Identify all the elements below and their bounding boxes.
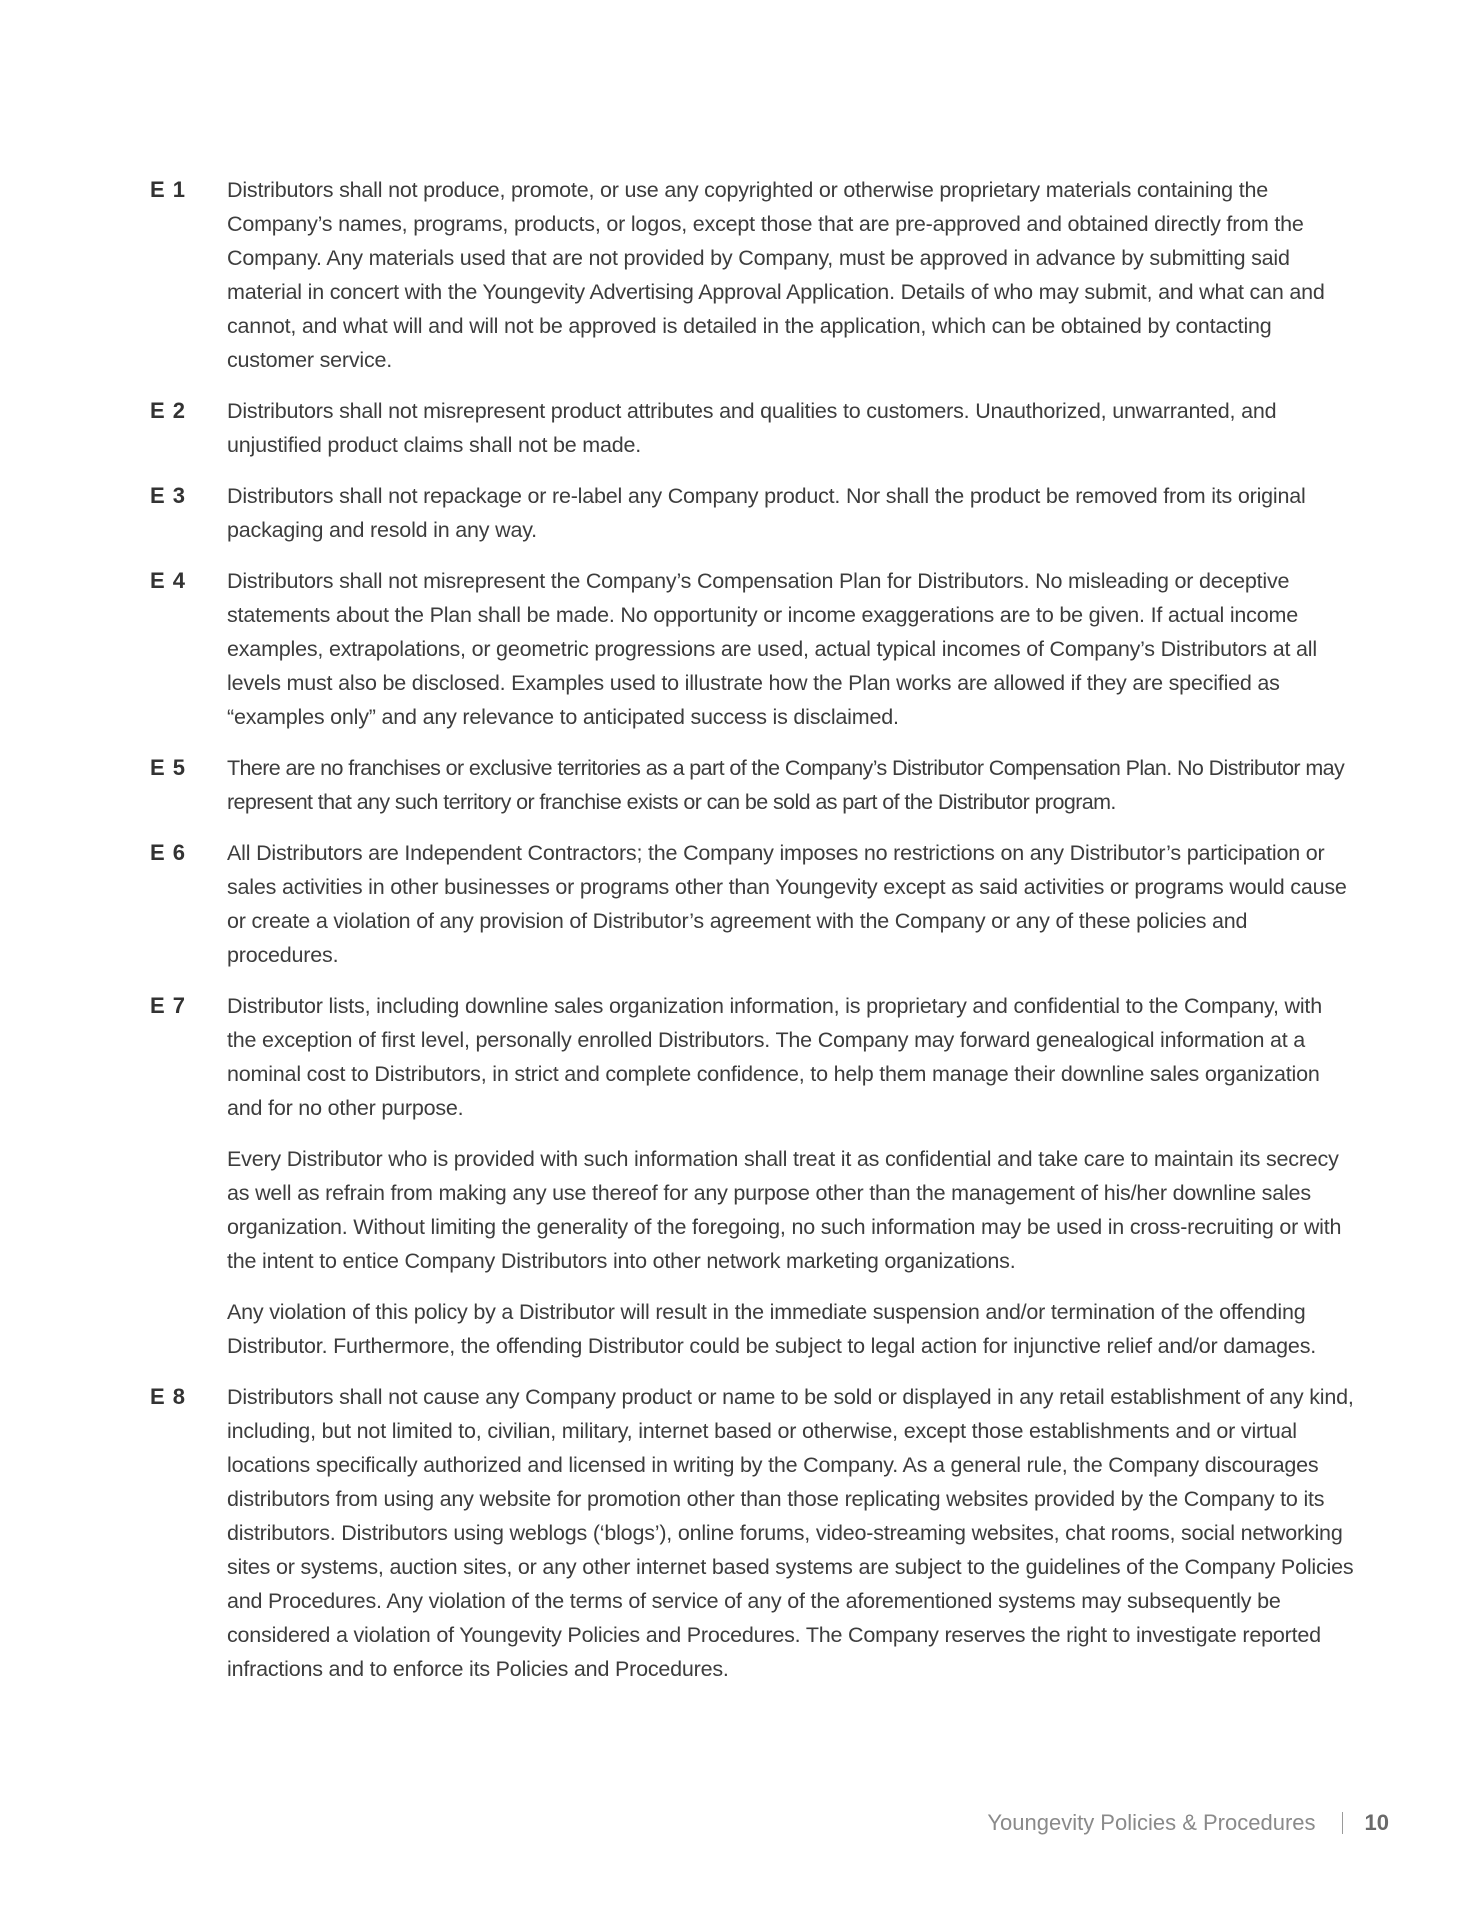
page-number: 10 (1364, 1810, 1389, 1835)
section-body (227, 1380, 1357, 1686)
section-paragraph: Distributors shall not repackage or re-label any Company product. Nor shall the product be removed from its original packaging and resold in any way. (227, 484, 1306, 542)
section-paragraph: Distributor lists, including downline sales organization information, is proprietary and confidential to the Company, with the exception of first level, personally enrolled Distributors. The Company may forward genealogical information at a nominal cost to Distributors, in strict and complete confidence, to help them manage their downline sales organization and for no other purpose. (227, 994, 1322, 1120)
page-footer (987, 1806, 1389, 1840)
section-body (227, 564, 1357, 734)
section-number: E 1 (150, 177, 187, 202)
section-body (227, 836, 1357, 972)
section-number: E 6 (150, 840, 187, 865)
section-body (227, 751, 1357, 819)
section-paragraph: There are no franchises or exclusive territories as a part of the Company’s Distributor Compensation Plan. No Distributor may represent that any such territory or franchise exists or can be sold as part of the Distributor program. (227, 756, 1345, 814)
footer-divider (1342, 1812, 1343, 1834)
section-paragraph: Distributors shall not cause any Company product or name to be sold or displayed in any retail establishment of any kind, including, but not limited to, civilian, military, internet based or otherwise, except those establishments and or virtual locations specifically authorized and licensed in writing by the Company. As a general rule, the Company discourages distributors from using any website for promotion other than those replicating websites provided by the Company to its distributors. Distributors using weblogs (‘blogs’), online forums, video-streaming websites, chat rooms, social networking sites or systems, auction sites, or any other internet based systems are subject to the guidelines of the Company Policies and Procedures. Any violation of the terms of service of any of the aforementioned systems may subsequently be considered a violation of Youngevity Policies and Procedures. The Company reserves the right to investigate reported infractions and to enforce its Policies and Procedures. (227, 1385, 1354, 1681)
policy-section-e6 (150, 836, 1360, 972)
section-number: E 3 (150, 483, 187, 508)
section-number: E 8 (150, 1384, 187, 1409)
section-paragraph: Every Distributor who is provided with such information shall treat it as confidential and take care to maintain its secrecy as well as refrain from making any use thereof for any purpose other than the management of his/her downline sales organization. Without limiting the generality of the foregoing, no such information may be used in cross-recruiting or with the intent to entice Company Distributors into other network marketing organizations. (227, 1147, 1342, 1273)
section-paragraph: Distributors shall not misrepresent product attributes and qualities to customers. Unauthorized, unwarranted, and unjustified product claims shall not be made. (227, 399, 1277, 457)
section-paragraph: Distributors shall not misrepresent the Company’s Compensation Plan for Distributors. No misleading or deceptive statements about the Plan shall be made. No opportunity or income exaggerations are to be given. If actual income examples, extrapolations, or geometric progressions are used, actual typical incomes of Company’s Distributors at all levels must also be disclosed. Examples used to illustrate how the Plan works are allowed if they are specified as “examples only” and any relevance to anticipated success is disclaimed. (227, 569, 1317, 729)
section-number: E 7 (150, 993, 187, 1018)
policy-section-e1 (150, 173, 1360, 377)
policy-section-e3 (150, 479, 1360, 547)
policy-section-e5 (150, 751, 1360, 819)
section-number: E 2 (150, 398, 187, 423)
section-body (227, 989, 1357, 1363)
policy-section-e4 (150, 564, 1360, 734)
section-paragraph: Distributors shall not produce, promote, or use any copyrighted or otherwise proprietary materials containing the Company’s names, programs, products, or logos, except those that are pre-approved and obtained directly from the Company. Any materials used that are not provided by Company, must be approved in advance by submitting said material in concert with the Youngevity Advertising Approval Application. Details of who may submit, and what can and cannot, and what will and will not be approved is detailed in the application, which can be obtained by contacting customer service. (227, 178, 1325, 372)
section-number: E 4 (150, 568, 187, 593)
section-paragraph: Any violation of this policy by a Distributor will result in the immediate suspension and/or termination of the offending Distributor. Furthermore, the offending Distributor could be subject to legal action for injunctive relief and/or damages. (227, 1300, 1317, 1358)
footer-title: Youngevity Policies & Procedures (987, 1810, 1316, 1835)
policy-section-e7 (150, 989, 1360, 1363)
policy-section-e2 (150, 394, 1360, 462)
section-paragraph: All Distributors are Independent Contractors; the Company imposes no restrictions on any Distributor’s participation or sales activities in other businesses or programs other than Youngevity except as said activities or programs would cause or create a violation of any provision of Distributor’s agreement with the Company or any of these policies and procedures. (227, 841, 1347, 967)
section-number: E 5 (150, 755, 187, 780)
policy-section-e8 (150, 1380, 1360, 1686)
section-body (227, 173, 1357, 377)
section-body (227, 479, 1357, 547)
section-body (227, 394, 1357, 462)
policy-document (150, 173, 1360, 1703)
